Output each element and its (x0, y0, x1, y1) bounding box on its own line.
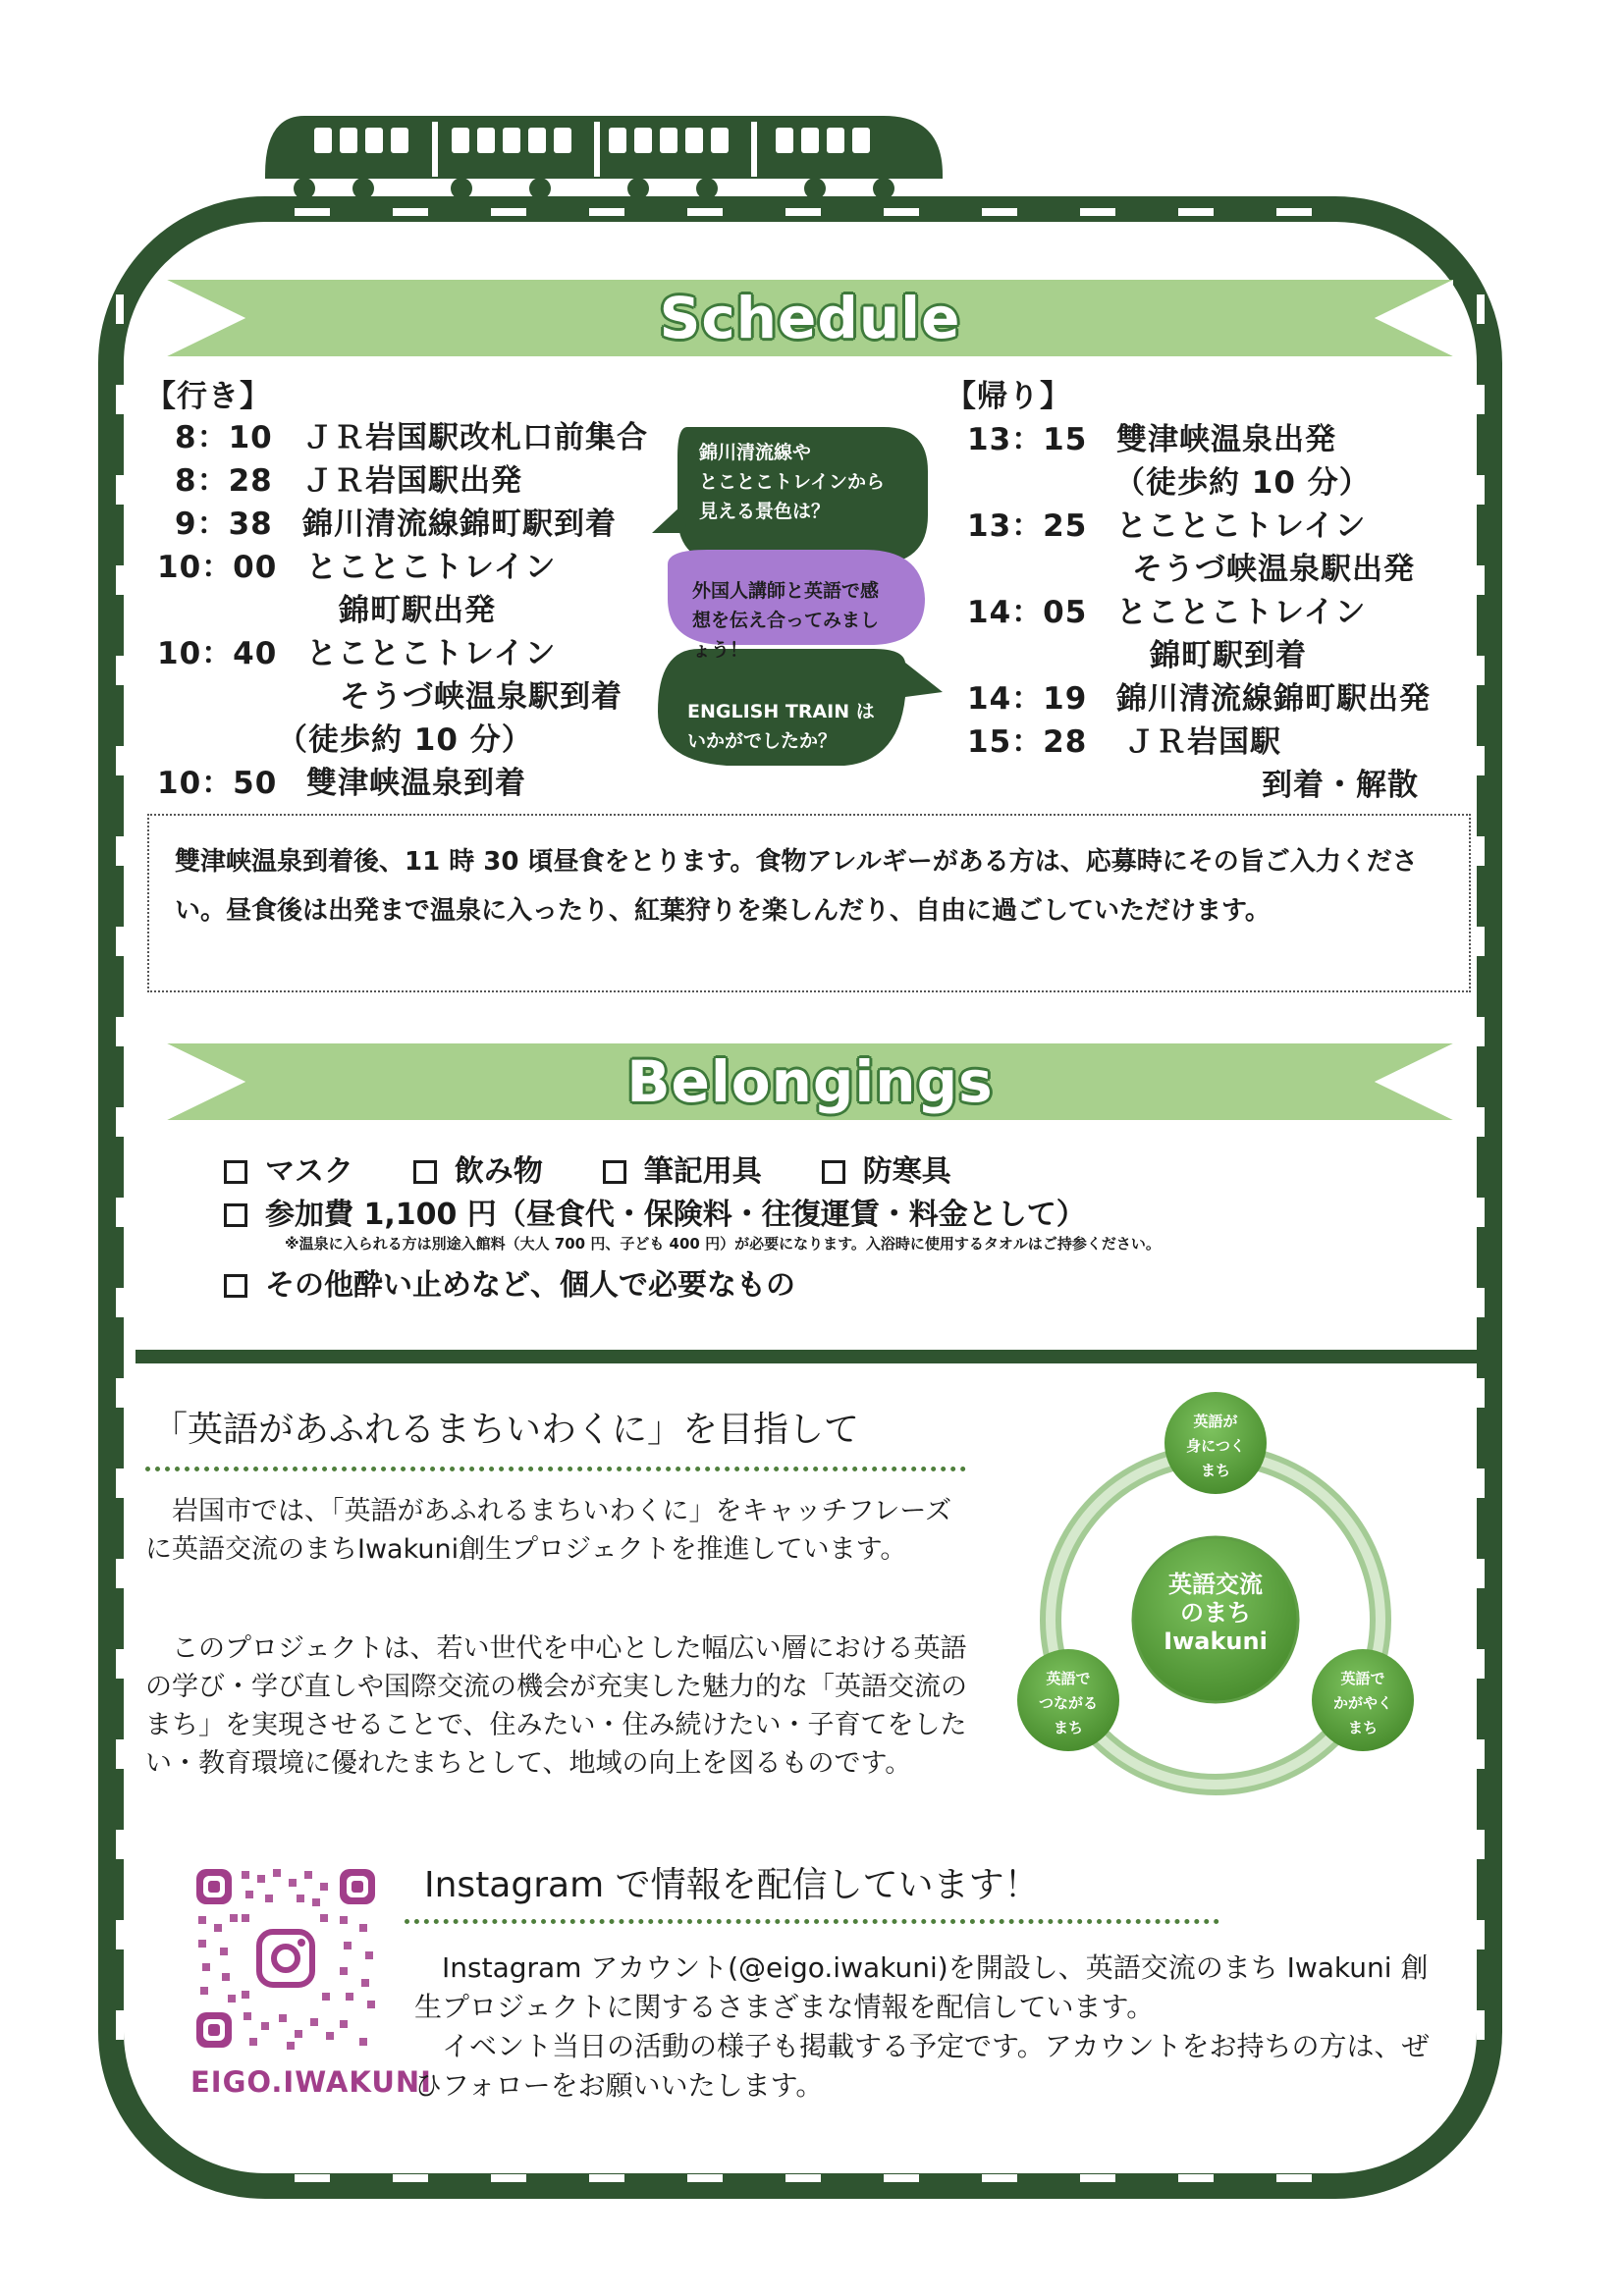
return-event: そうづ峡温泉駅出発 (1132, 552, 1415, 587)
train-illustration (265, 116, 943, 200)
checkbox (224, 1274, 247, 1298)
qr-caption: EIGO.IWAKUNI (190, 2065, 432, 2099)
belonging-fee: 参加費 1,100 円（昼食代・保険料・往復運賃・料金として） (265, 1198, 1086, 1232)
return-event: 雙津峡温泉出発 (1116, 422, 1336, 457)
track-dash-top (295, 208, 1326, 216)
outbound-event: （徒歩約 10 分） (277, 722, 533, 758)
return-event: 錦町駅到着 (1150, 638, 1307, 673)
return-time: 13：25 (967, 508, 1088, 544)
belonging-item: 筆記用具 (643, 1154, 762, 1189)
instagram-paragraph-1: Instagram アカウント(@eigo.iwakuni)を開設し、英語交流のまち Iwakuni 創生プロジェクトに関するさまざまな情報を配信しています。 (414, 1951, 1429, 2023)
dotted-rule (145, 1467, 966, 1471)
qr-code[interactable] (192, 1865, 379, 2052)
outbound-event: 錦川清流線錦町駅到着 (302, 507, 617, 542)
return-event: とことこトレイン (1116, 595, 1367, 630)
track-dash-left (116, 294, 124, 2081)
return-event: ＪＲ岩国駅 (1124, 724, 1281, 760)
diagram-left-label: 英語で つながる まち (1038, 1670, 1098, 1736)
checkbox (224, 1203, 247, 1227)
outbound-time: 10：50 (157, 766, 278, 801)
outbound-header: 【行き】 (145, 379, 271, 414)
return-event: 到着・解散 (1262, 768, 1419, 803)
belongings-row-1 (224, 1147, 951, 1190)
checkbox (822, 1160, 845, 1184)
outbound-event: ＪＲ岩国駅出発 (302, 463, 522, 499)
belongings-banner (167, 1043, 1453, 1120)
outbound-event: 錦町駅出発 (339, 593, 496, 628)
checkbox (603, 1160, 626, 1184)
outbound-time: 8：10 (175, 420, 273, 455)
project-title: 「英語があふれるまちいわくに」を目指して (152, 1410, 860, 1450)
return-header: 【帰り】 (946, 379, 1071, 414)
return-time: 14：19 (967, 681, 1088, 717)
checkbox (224, 1160, 247, 1184)
outbound-event: 雙津峡温泉到着 (306, 766, 526, 801)
outbound-event: ＪＲ岩国駅改札口前集合 (302, 420, 648, 455)
return-event: 錦川清流線錦町駅出発 (1116, 681, 1431, 717)
bubble-english-train: ENGLISH TRAIN は いかがでしたか？ (687, 701, 875, 752)
outbound-event: とことこトレイン (306, 636, 557, 671)
bubble-scenery: 錦川清流線や とことこトレインから 見える景色は？ (699, 442, 886, 522)
outbound-event: とことこトレイン (306, 550, 557, 585)
belongings-row-other (224, 1260, 795, 1304)
dotted-rule (405, 1919, 1219, 1924)
return-event: とことこトレイン (1116, 508, 1367, 544)
fee-note: ※温泉に入られる方は別途入館料（大人 700 円、子ども 400 円）が必要になります。入浴時に使用するタオルはご持参ください。 (285, 1235, 1161, 1253)
outbound-time: 9：38 (175, 507, 273, 542)
diagram-center-label: 英語交流 のまち Iwakuni (1164, 1571, 1268, 1655)
outbound-time: 10：40 (157, 636, 278, 671)
return-time: 15：28 (967, 724, 1088, 760)
project-paragraph-2: このプロジェクトは、若い世代を中心とした幅広い層における英語の学び・学び直しや国際交流の機会が充実した魅力的な「英語交流のまち」を実現させることで、住みたい・住み続けたい・子育てをしたい・教育環境に優れたまちとして、地域の向上を図るものです。 (145, 1633, 967, 1779)
section-divider (135, 1350, 1490, 1363)
checkbox (413, 1160, 437, 1184)
belongings-title: Belongings (626, 1048, 994, 1115)
outbound-time: 8：28 (175, 463, 273, 499)
schedule-title: Schedule (659, 285, 961, 351)
bubble-teacher: 外国人講師と英語で感 想を伝え合ってみまし ょう！ (692, 580, 880, 661)
belonging-item: 飲み物 (454, 1154, 543, 1189)
belonging-item: マスク (265, 1154, 353, 1189)
track-dash-right (1477, 294, 1485, 2081)
diagram-top-label: 英語が 身につく まち (1186, 1413, 1245, 1479)
outbound-event: そうづ峡温泉駅到着 (340, 679, 623, 715)
diagram-right-label: 英語で かがやく まち (1332, 1670, 1392, 1736)
belonging-item: 防寒具 (862, 1154, 951, 1189)
instagram-title: Instagram で情報を配信しています！ (424, 1865, 1040, 1905)
project-paragraph-1: 岩国市では、「英語があふれるまちいわくに」をキャッチフレーズに英語交流のまちIwakuni創生プロジェクトを推進しています。 (145, 1496, 952, 1565)
return-event: （徒歩約 10 分） (1114, 465, 1371, 501)
instagram-paragraph-2: イベント当日の活動の様子も掲載する予定です。アカウントをお持ちの方は、ぜひフォローをお願いいたします。 (414, 2030, 1430, 2102)
schedule-banner (167, 280, 1453, 356)
return-time: 14：05 (967, 595, 1088, 630)
belongings-row-fee (224, 1190, 1086, 1233)
track-dash-bottom (295, 2174, 1326, 2182)
lunch-note: 雙津峡温泉到着後、11 時 30 頃昼食をとります。食物アレルギーがある方は、応募時にその旨ご入力ください。昼食後は出発まで温泉に入ったり、紅葉狩りを楽しんだり、自由に過ごしていただけます。 (147, 814, 1471, 992)
outbound-time: 10：00 (157, 550, 278, 585)
return-time: 13：15 (967, 422, 1088, 457)
belonging-other: その他酔い止めなど、個人で必要なもの (265, 1268, 795, 1303)
